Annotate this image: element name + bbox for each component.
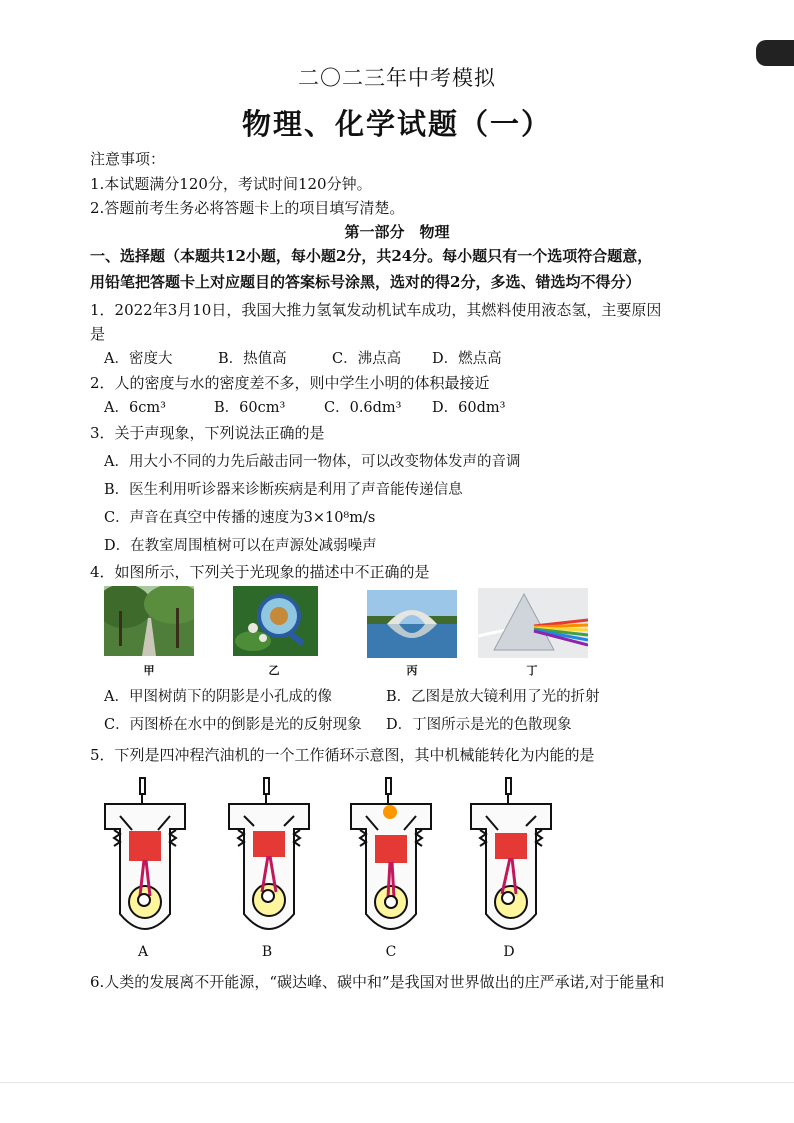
prism-dispersion-photo [478,588,588,658]
q5-label-a: A [137,944,149,960]
q4-caption-2: 乙 [268,664,280,677]
q1-option-a: A．密度大 [104,351,173,367]
magnifier-photo [233,586,318,656]
q2-option-a: A．6cm³ [104,400,166,416]
tree-road-photo [104,586,194,656]
engine-diagram-d [466,774,556,940]
q5-label-c: C [385,944,397,960]
q3-option-c: C．声音在真空中传播的速度为3×10⁸m/s [104,510,376,526]
q1-stem-cont: 是 [90,325,106,343]
q4-option-d: D．丁图所示是光的色散现象 [386,717,572,733]
q1-option-b: B．热值高 [218,351,287,367]
q3-option-b: B．医生利用听诊器来诊断疾病是利用了声音能传递信息 [104,482,463,498]
q3-option-a: A．用大小不同的力先后敲击同一物体，可以改变物体发声的音调 [104,454,521,470]
q2-option-c: C．0.6dm³ [324,400,402,416]
q4-caption-3: 丙 [406,664,418,677]
section-instructions-line2: 用铅笔把答题卡上对应题目的答案标号涂黑，选对的得2分，多选、错选均不得分） [90,273,641,291]
q4-stem: 4．如图所示，下列关于光现象的描述中不正确的是 [90,563,430,581]
page-bottom-divider [0,1082,794,1083]
q5-label-d: D [503,944,515,960]
q4-option-b: B．乙图是放大镜利用了光的折射 [386,689,600,705]
q2-stem: 2．人的密度与水的密度差不多，则中学生小明的体积最接近 [90,374,490,392]
q4-option-a: A．甲图树荫下的阴影是小孔成的像 [104,689,332,705]
q1-stem: 1．2022年3月10日，我国大推力氢氧发动机试车成功，其燃料使用液态氢，主要原因 [90,301,662,319]
engine-diagram-b [224,774,314,940]
q3-stem: 3．关于声现象，下列说法正确的是 [90,424,325,442]
engine-diagram-c [346,774,436,940]
q5-stem: 5．下列是四冲程汽油机的一个工作循环示意图，其中机械能转化为内能的是 [90,746,595,764]
q4-option-c: C．丙图桥在水中的倒影是光的反射现象 [104,717,362,733]
engine-diagram-a [100,774,190,940]
q1-option-c: C．沸点高 [332,351,402,367]
bridge-reflection-photo [367,590,457,658]
q3-option-d: D．在教室周围植树可以在声源处减弱噪声 [104,538,377,554]
q4-caption-4: 丁 [526,664,538,677]
q4-caption-1: 甲 [143,664,155,677]
section-instructions-line1: 一、选择题（本题共12小题，每小题2分，共24分。每小题只有一个选项符合题意， [90,247,653,265]
q6-stem: 6.人类的发展离不开能源，“碳达峰、碳中和”是我国对世界做出的庄严承诺,对于能量和 [90,973,665,991]
q1-option-d: D．燃点高 [432,351,502,367]
q2-option-b: B．60cm³ [214,400,286,416]
page-title: 二〇二三年中考模拟 [298,66,496,90]
q2-option-d: D．60dm³ [432,400,506,416]
q5-label-b: B [261,944,273,960]
note-1: 1.本试题满分120分，考试时间120分钟。 [90,175,372,193]
part-title: 第一部分 物理 [344,223,450,241]
note-2: 2.答题前考生务必将答题卡上的项目填写清楚。 [90,199,405,217]
notes-heading: 注意事项： [90,150,166,168]
page-subtitle: 物理、化学试题（一） [241,107,552,141]
